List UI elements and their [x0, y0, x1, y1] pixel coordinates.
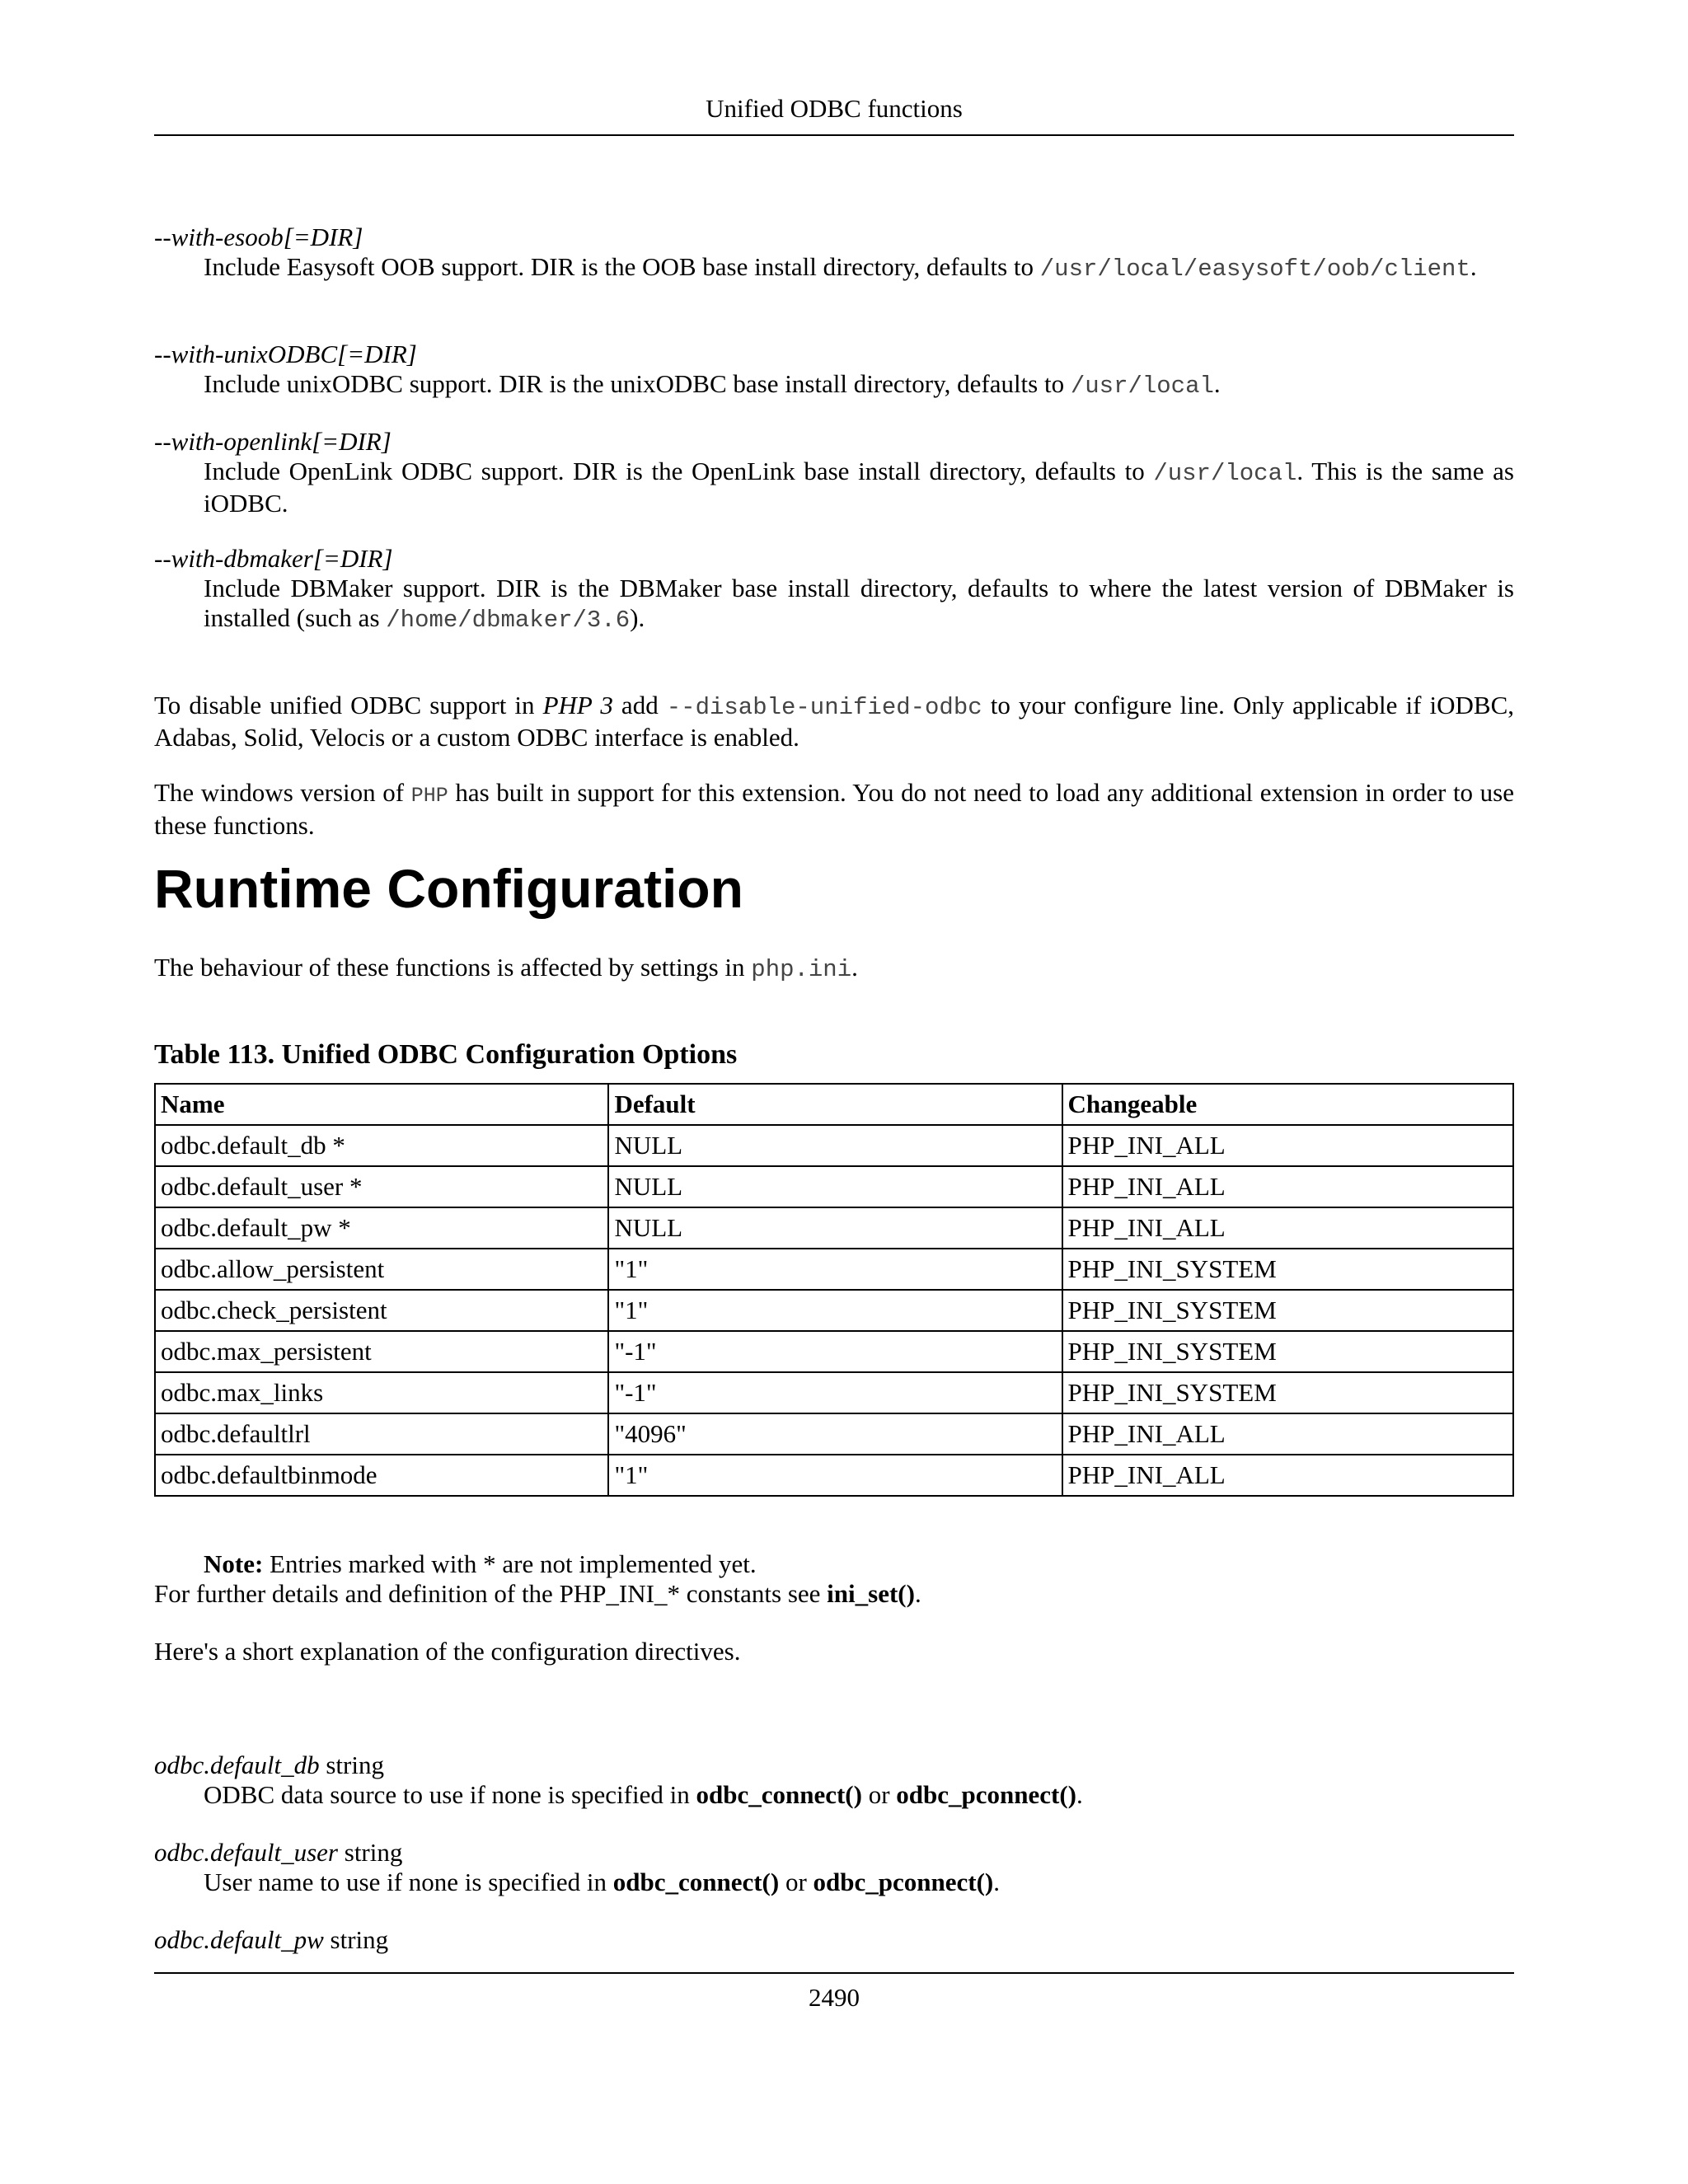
document-page	[154, 0, 1514, 2184]
odbc-connect-link[interactable]: odbc_connect()	[696, 1780, 862, 1809]
cell-changeable: PHP_INI_ALL	[1062, 1455, 1513, 1496]
cell-name: odbc.defaultbinmode	[155, 1455, 608, 1496]
column-header-name: Name	[155, 1084, 608, 1125]
page-number: 2490	[809, 1983, 860, 2012]
table-row	[155, 1331, 1513, 1372]
directive-default-user	[154, 1838, 1514, 1897]
table-row	[155, 1413, 1513, 1455]
option-openlink	[154, 427, 1514, 518]
odbc-connect-link[interactable]: odbc_connect()	[612, 1868, 780, 1896]
cell-default: "-1"	[608, 1372, 1062, 1413]
cell-default: "4096"	[608, 1413, 1062, 1455]
option-description: Include Easysoft OOB support. DIR is the OOB base install directory, defaults to /usr/local/easysoft/oob/client.	[204, 252, 1477, 283]
cell-changeable: PHP_INI_SYSTEM	[1062, 1249, 1513, 1290]
paragraph-windows: The windows version of PHP has built in support for this extension. You do not need to load any additional extension in order to use these functions.	[154, 778, 1514, 840]
cell-default: NULL	[608, 1125, 1062, 1166]
directive-description: User name to use if none is specified in odbc_connect() or odbc_pconnect().	[204, 1868, 1001, 1896]
directive-default-db	[154, 1750, 1514, 1810]
directive-description: ODBC data source to use if none is specified in odbc_connect() or odbc_pconnect().	[204, 1780, 1083, 1809]
cell-default: NULL	[608, 1207, 1062, 1249]
table-row	[155, 1207, 1513, 1249]
cell-changeable: PHP_INI_SYSTEM	[1062, 1331, 1513, 1372]
paragraph-disable: To disable unified ODBC support in PHP 3 add --disable-unified-odbc to your configure line. Only applicable if iODBC, Adabas, Solid, Velocis or a custom ODBC interface is enabled.	[154, 691, 1514, 752]
section-title: Runtime Configuration	[154, 858, 743, 919]
table-caption: Table 113. Unified ODBC Configuration Options	[154, 1039, 738, 1070]
note: Note: Entries marked with * are not implemented yet.	[204, 1549, 757, 1578]
cell-default: "1"	[608, 1249, 1062, 1290]
cell-default: "-1"	[608, 1331, 1062, 1372]
odbc-pconnect-link[interactable]: odbc_pconnect()	[813, 1868, 994, 1896]
option-term: --with-unixODBC[=DIR]	[154, 340, 417, 368]
cell-changeable: PHP_INI_ALL	[1062, 1413, 1513, 1455]
directive-term: odbc.default_db string	[154, 1750, 384, 1779]
cell-name: odbc.check_persistent	[155, 1290, 608, 1331]
option-dbmaker	[154, 544, 1514, 635]
cell-changeable: PHP_INI_SYSTEM	[1062, 1372, 1513, 1413]
note-label: Note:	[204, 1549, 264, 1578]
config-options-table	[154, 1083, 1514, 1497]
cell-name: odbc.defaultlrl	[155, 1413, 608, 1455]
option-description: Include DBMaker support. DIR is the DBMaker base install directory, defaults to where the latest version of DBMaker is installed (such as /home/dbmaker/3.6).	[204, 574, 1514, 634]
option-term: --with-dbmaker[=DIR]	[154, 544, 393, 573]
cell-name: odbc.default_db *	[155, 1125, 608, 1166]
cell-default: NULL	[608, 1166, 1062, 1207]
cell-changeable: PHP_INI_ALL	[1062, 1125, 1513, 1166]
cell-changeable: PHP_INI_SYSTEM	[1062, 1290, 1513, 1331]
cell-changeable: PHP_INI_ALL	[1062, 1166, 1513, 1207]
cell-changeable: PHP_INI_ALL	[1062, 1207, 1513, 1249]
option-term: --with-esoob[=DIR]	[154, 223, 363, 251]
table-row	[155, 1455, 1513, 1496]
option-unixodbc	[154, 340, 1514, 401]
table-row	[155, 1166, 1513, 1207]
table-row	[155, 1125, 1513, 1166]
directive-term: odbc.default_user string	[154, 1838, 403, 1867]
table-header-row	[155, 1084, 1513, 1125]
directive-term: odbc.default_pw string	[154, 1925, 389, 1954]
table-row	[155, 1249, 1513, 1290]
cell-name: odbc.allow_persistent	[155, 1249, 608, 1290]
cell-name: odbc.max_links	[155, 1372, 608, 1413]
cell-default: "1"	[608, 1290, 1062, 1331]
cell-name: odbc.default_user *	[155, 1166, 608, 1207]
option-description: Include OpenLink ODBC support. DIR is the OpenLink base install directory, defaults to /usr/local. This is the same as iODBC.	[204, 457, 1514, 518]
option-description: Include unixODBC support. DIR is the unixODBC base install directory, defaults to /usr/local.	[204, 369, 1221, 400]
cell-default: "1"	[608, 1455, 1062, 1496]
cell-name: odbc.max_persistent	[155, 1331, 608, 1372]
option-esoob	[154, 223, 1514, 284]
odbc-pconnect-link[interactable]: odbc_pconnect()	[896, 1780, 1077, 1809]
table-row	[155, 1290, 1513, 1331]
column-header-default: Default	[608, 1084, 1062, 1125]
cell-name: odbc.default_pw *	[155, 1207, 608, 1249]
footer-rule	[154, 1972, 1514, 1974]
option-term: --with-openlink[=DIR]	[154, 427, 392, 456]
directive-default-pw	[154, 1925, 1514, 1955]
paragraph-further-details: For further details and definition of the PHP_INI_* constants see ini_set().	[154, 1579, 921, 1608]
table-row	[155, 1372, 1513, 1413]
header-rule	[154, 134, 1514, 136]
column-header-changeable: Changeable	[1062, 1084, 1513, 1125]
paragraph-behaviour: The behaviour of these functions is affected by settings in php.ini.	[154, 953, 858, 983]
running-header: Unified ODBC functions	[706, 94, 963, 123]
paragraph-short-explanation: Here's a short explanation of the configuration directives.	[154, 1637, 741, 1666]
ini-set-link[interactable]: ini_set()	[827, 1579, 915, 1608]
